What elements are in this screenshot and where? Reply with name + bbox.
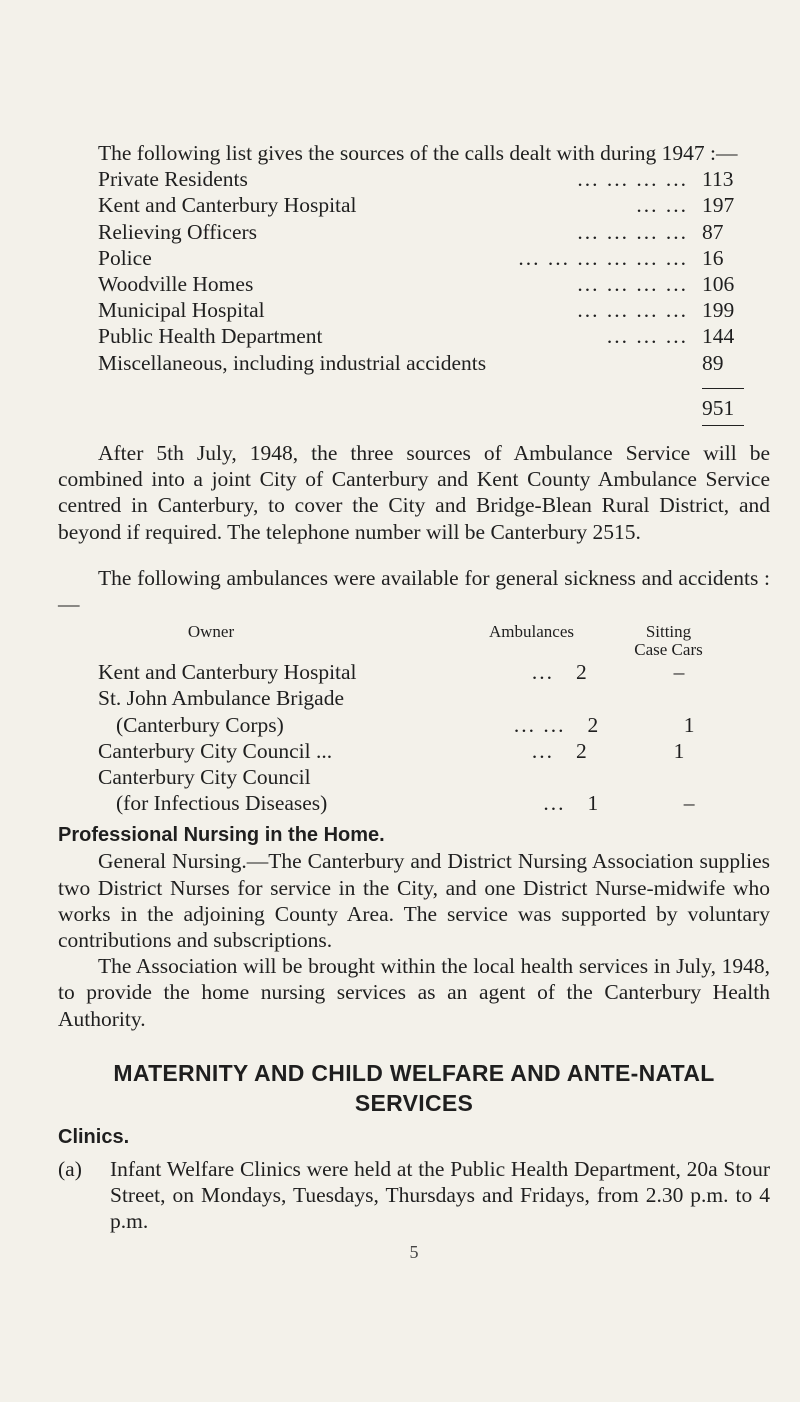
header-sitting	[574, 623, 763, 659]
calls-list	[98, 166, 748, 426]
total-rule-top	[702, 388, 744, 389]
header-sitting-line1: Sitting	[645, 622, 692, 642]
maternity-heading	[58, 1058, 770, 1118]
leader-dots: ... ...	[636, 193, 688, 218]
ambulance-count: 2	[587, 712, 599, 737]
ambulance-table-header	[98, 623, 763, 659]
sitting-case-count: –	[683, 791, 695, 816]
nursing-paragraph-1: General Nursing.—The Canterbury and District Nursing Association supplies two District Nurses for service in the City, and one District Nurse-midwife who works in the adjoining County Area. The service was supported by voluntary contributions and subscriptions.	[58, 849, 770, 953]
call-source: Private Residents	[98, 167, 248, 192]
call-source: Woodville Homes	[98, 272, 254, 297]
owner-name: Kent and Canterbury Hospital	[98, 660, 357, 685]
call-source: Police	[98, 245, 152, 270]
call-count: 89	[702, 350, 724, 375]
sitting-case-count: –	[673, 660, 685, 685]
document-page	[58, 140, 770, 1265]
call-count: 197	[702, 193, 735, 218]
ambulance-row	[98, 659, 763, 685]
owner-name-detail: (Canterbury Corps)	[116, 712, 284, 737]
ambulance-count: 2	[576, 660, 587, 685]
calls-row	[98, 166, 748, 192]
calls-intro: The following list gives the sources of the calls dealt with during 1947 :—	[98, 141, 738, 165]
leader-dots: ... ...	[513, 712, 566, 737]
call-count: 144	[702, 324, 735, 349]
calls-row	[98, 271, 748, 297]
calls-row	[98, 350, 748, 376]
call-count: 87	[702, 219, 724, 244]
call-count: 199	[702, 298, 735, 323]
leader-dots: ... ... ...	[606, 324, 688, 349]
calls-row	[98, 192, 748, 218]
calls-row	[98, 245, 748, 271]
ambulance-count: 1	[587, 791, 599, 816]
calls-row	[98, 323, 748, 349]
call-count: 113	[702, 167, 734, 192]
leader-dots: ... ... ... ...	[577, 219, 688, 244]
leader-dots: ...	[531, 660, 554, 685]
call-source: Public Health Department	[98, 324, 323, 349]
header-ambulances: Ambulances	[489, 622, 574, 642]
owner-name: Canterbury City Council	[98, 765, 311, 790]
ambulance-table	[98, 623, 763, 816]
total-rule-bottom	[702, 425, 744, 426]
leader-dots: ... ... ... ...	[577, 167, 688, 192]
owner-name: Canterbury City Council ...	[98, 738, 333, 763]
header-owner: Owner	[187, 622, 235, 642]
calls-row	[98, 219, 748, 245]
clinic-item	[58, 1156, 770, 1235]
owner-name-detail: (for Infectious Diseases)	[116, 791, 328, 816]
ambulance-row	[98, 685, 763, 711]
leader-dots: ... ... ... ...	[577, 272, 688, 297]
page-number: 5	[409, 1241, 419, 1262]
call-count: 106	[702, 272, 735, 297]
sitting-case-count: 1	[673, 738, 685, 763]
maternity-heading-line2: SERVICES	[354, 1089, 474, 1116]
calls-row	[98, 297, 748, 323]
clinics-heading: Clinics.	[58, 1125, 130, 1148]
ambulance-row-continued	[98, 790, 763, 816]
leader-dots: ...	[531, 738, 554, 763]
call-source: Relieving Officers	[98, 219, 258, 244]
calls-total: 951	[702, 395, 735, 420]
sitting-case-count: 1	[683, 712, 695, 737]
ambulance-service-paragraph: After 5th July, 1948, the three sources of Ambulance Service will be combined into a joint City of Canterbury and Kent County Ambulance Service centred in Canterbury, to cover the City and Bridge-Blean Rural District, and beyond if required. The telephone number will be Canterbury 2515.	[58, 441, 770, 544]
call-source: Kent and Canterbury Hospital	[98, 193, 357, 218]
clinic-item-text: Infant Welfare Clinics were held at the Public Health Department, 20a Stour Street, on Mondays, Tuesdays, Thursdays and Fridays, from 2.30 p.m. to 4 p.m.	[110, 1156, 770, 1234]
nursing-paragraph-2: The Association will be brought within the local health services in July, 1948, to provide the home nursing services as an agent of the Canterbury Health Authority.	[58, 954, 770, 1031]
call-count: 16	[702, 245, 724, 270]
clinic-item-label: (a)	[58, 1156, 82, 1181]
ambulance-row-continued	[98, 712, 763, 738]
call-source: Municipal Hospital	[98, 298, 265, 323]
leader-dots: ... ... ... ...	[577, 298, 688, 323]
ambulances-intro: The following ambulances were available for general sickness and accidents :—	[58, 565, 770, 617]
header-sitting-line2: Case Cars	[634, 640, 703, 660]
ambulance-row	[98, 738, 763, 764]
ambulance-count: 2	[576, 738, 587, 763]
call-source: Miscellaneous, including industrial accidents	[98, 350, 487, 375]
leader-dots: ... ... ... ... ... ...	[518, 245, 688, 270]
leader-dots: ...	[543, 791, 566, 816]
maternity-heading-line1: MATERNITY AND CHILD WELFARE AND ANTE-NATAL	[113, 1059, 715, 1086]
ambulance-row	[98, 764, 763, 790]
owner-name: St. John Ambulance Brigade	[98, 686, 345, 711]
nursing-heading: Professional Nursing in the Home.	[58, 824, 385, 847]
